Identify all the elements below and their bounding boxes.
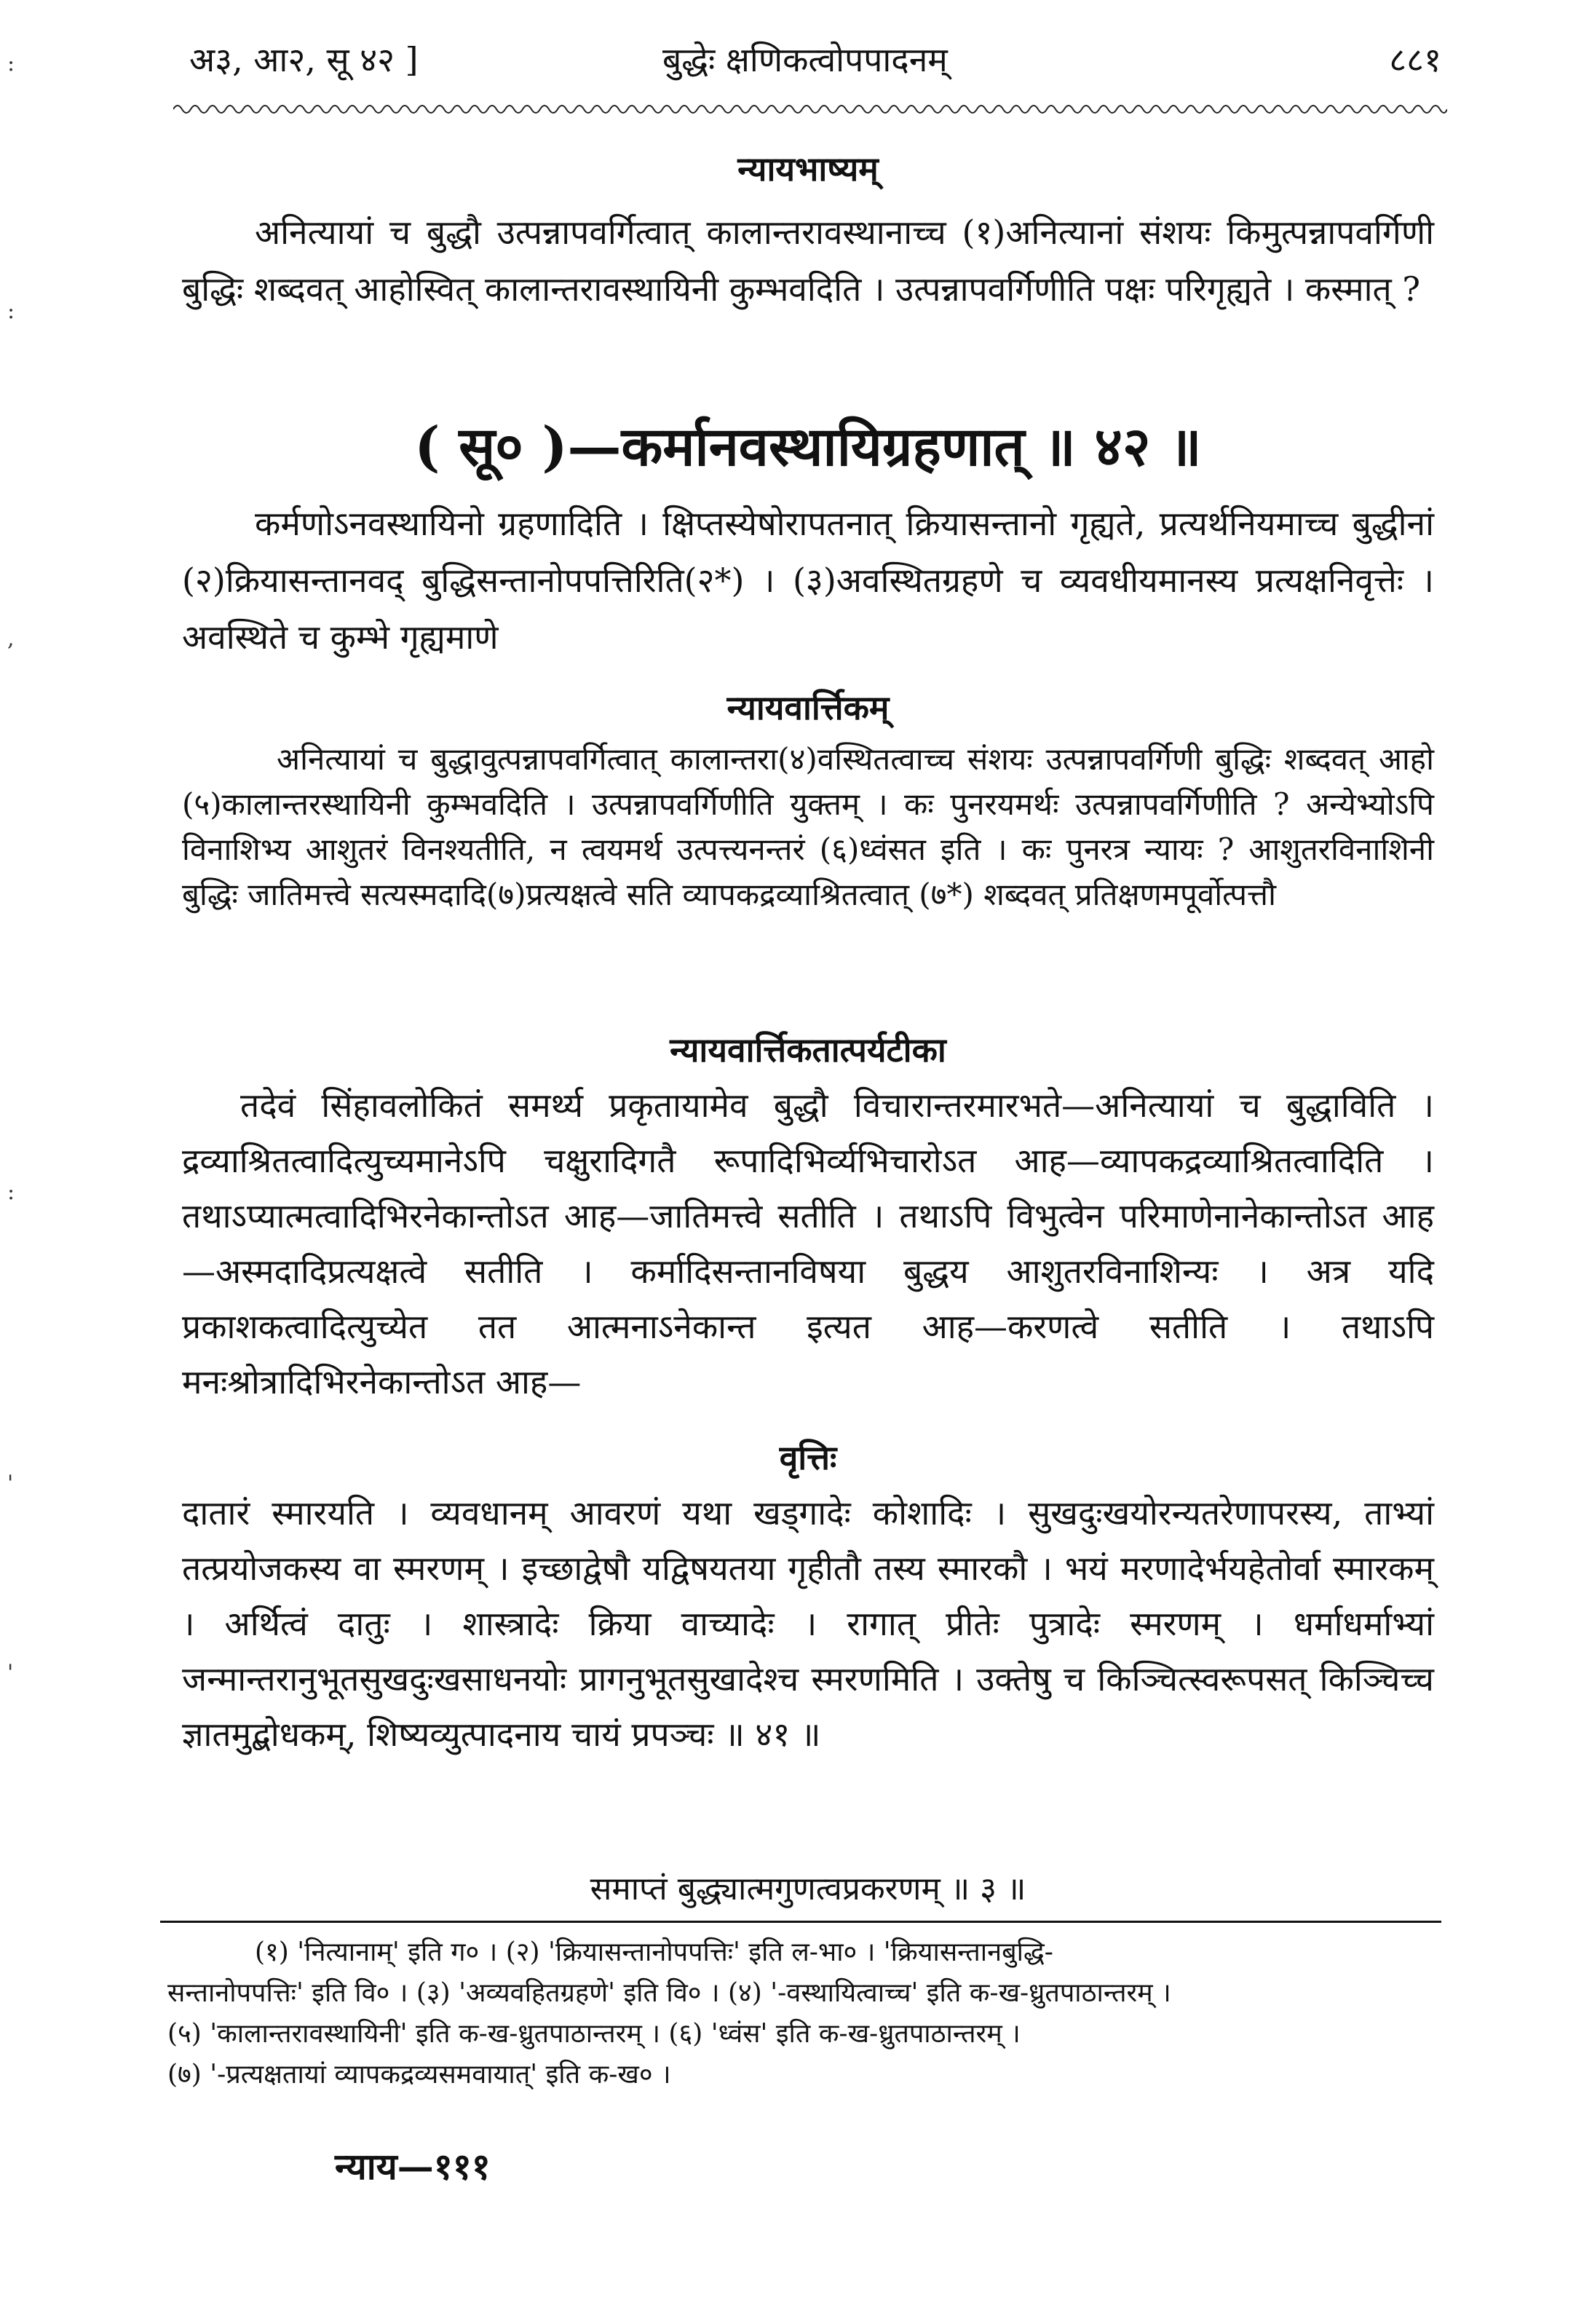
chapter-colophon: समाप्तं बुद्ध्यात्मगुणत्वप्रकरणम् ॥ ३ ॥ — [590, 1870, 1026, 1908]
tika-heading: न्यायवार्त्तिकतात्पर्यटीका — [670, 1030, 946, 1070]
bhashya-text: अनित्यायां च बुद्धौ उत्पन्नापवर्गित्वात् कालान्तरावस्थानाच्च (१)अनित्यानां संशयः किमुत्पन्नापवर्गिणी बुद्धिः शब्दवत् आहोस्वित् कालान्तरावस्थायिनी कुम्भवदिति । उत्पन्नापवर्गिणीति पक्षः परिगृह्यते । कस्मात् ? — [182, 213, 1434, 309]
printer-signature: न्याय—१११ — [335, 2145, 491, 2188]
footnote-line: (१) 'नित्यानाम्' इति ग० । (२) 'क्रियासन्तानोपपत्तिः' इति ल-भा० । 'क्रियासन्तानबुद्धि- — [255, 1937, 1053, 1967]
tika-section — [182, 1027, 1434, 1410]
tika-text: तदेवं सिंहावलोकितं समर्थ्य प्रकृतायामेव बुद्धौ विचारान्तरमारभते—अनित्यायां च बुद्धाविति । द्रव्याश्रितत्वादित्युच्यमानेऽपि चक्षुरादिगतै रूपादिभिर्व्यभिचारोऽत आह—व्यापकद्रव्याश्रितत्वादिति । तथाऽप्यात्मत्वादिभिरनेकान्तोऽत आह—जातिमत्त्वे सतीति । तथाऽपि विभुत्वेन परिमाणेनानेकान्तोऽत आह—अस्मदादिप्रत्यक्षत्वे सतीति । कर्मादिसन्तानविषया बुद्धय आशुतरविनाशिन्यः । अत्र यदि प्रकाशकत्वादित्युच्येत तत आत्मनाऽनेकान्त इत्यत आह—करणत्वे सतीति । तथाऽपि मनःश्रोत्रादिभिरनेकान्तोऽत आह— — [182, 1086, 1434, 1402]
margin-mark: : — [7, 1179, 15, 1205]
vritti-heading: वृत्तिः — [779, 1438, 837, 1477]
bhashya-heading: न्यायभाष्यम् — [737, 149, 879, 189]
sutra-line: ( सू० )—कर्मानवस्थायिग्रहणात् ॥ ४२ ॥ — [414, 416, 1202, 478]
footnote-divider — [160, 1921, 1441, 1923]
bhashya-continuation — [182, 495, 1434, 665]
margin-mark: ' — [7, 1471, 14, 1496]
bhashya-section — [182, 146, 1434, 317]
header-title: बुद्धेः क्षणिकत्वोपपादनम् — [662, 40, 948, 79]
margin-mark: : — [7, 299, 15, 324]
vritti-section — [182, 1434, 1434, 1762]
running-header — [189, 36, 1441, 87]
margin-mark: : — [7, 51, 15, 76]
vartika-section — [182, 684, 1434, 917]
footnote-line: (५) 'कालान्तरावस्थायिनी' इति क-ख-ध्रुतपाठान्तरम् । (६) 'ध्वंस' इति क-ख-ध्रुतपाठान्तरम् । — [167, 2019, 1021, 2049]
margin-mark: , — [7, 626, 15, 652]
margin-mark: ' — [7, 1660, 14, 1685]
page-number: ८८१ — [1389, 40, 1441, 79]
wavy-rule — [173, 102, 1447, 116]
header-section-ref: अ३, आ२, सू ४२ ] — [189, 40, 419, 79]
bhashya-continuation-text: कर्मणोऽनवस्थायिनो ग्रहणादिति । क्षिप्तस्येषोरापतनात् क्रियासन्तानो गृह्यते, प्रत्यर्थनियमाच्च बुद्धीनां (२)क्रियासन्तानवद् बुद्धिसन्तानोपपत्तिरिति(२*) । (३)अवस्थितग्रहणे च व्यवधीयमानस्य प्रत्यक्षनिवृत्तेः । अवस्थिते च कुम्भे गृह्यमाणे — [182, 504, 1434, 657]
vartika-heading: न्यायवार्त्तिकम् — [726, 688, 890, 727]
footnote-line: (७) '-प्रत्यक्षतायां व्यापकद्रव्यसमवायात्' इति क-ख० । — [167, 2060, 671, 2090]
footnotes — [167, 1932, 1441, 2095]
footnote-line: सन्तानोपपत्तिः' इति वि० । (३) 'अव्यवहितग्रहणे' इति वि० । (४) '-वस्थायित्वाच्च' इति क-ख-ध्रुतपाठान्तरम् । — [167, 1978, 1171, 2008]
vartika-text: अनित्यायां च बुद्धावुत्पन्नापवर्गित्वात् कालान्तरा(४)वस्थितत्वाच्च संशयः उत्पन्नापवर्गिणी बुद्धिः शब्दवत् आहो (५)कालान्तरस्थायिनी कुम्भवदिति । उत्पन्नापवर्गिणीति युक्तम् । कः पुनरयमर्थः उत्पन्नापवर्गिणीति ? अन्येभ्योऽपि विनाशिभ्य आशुतरं विनश्यतीति, न त्वयमर्थ उत्पत्त्यनन्तरं (६)ध्वंसत इति । कः पुनरत्र न्यायः ? आशुतरविनाशिनी बुद्धिः जातिमत्त्वे सत्यस्मदादि(७)प्रत्यक्षत्वे सति व्यापकद्रव्याश्रितत्वात् (७*) शब्दवत् प्रतिक्षणमपूर्वोत्पत्तौ — [182, 741, 1434, 912]
vritti-text: दातारं स्मारयति । व्यवधानम् आवरणं यथा खड्गादेः कोशादिः । सुखदुःखयोरन्यतरेणापरस्य, ताभ्यां तत्प्रयोजकस्य वा स्मरणम् । इच्छाद्वेषौ यद्विषयतया गृहीतौ तस्य स्मारकौ । भयं मरणादेर्भयहेतोर्वा स्मारकम् । अर्थित्वं दातुः । शास्त्रादेः क्रिया वाच्यादेः । रागात् प्रीतेः पुत्रादेः स्मरणम् । धर्माधर्माभ्यां जन्मान्तरानुभूतसुखदुःखसाधनयोः प्रागनुभूतसुखादेश्च स्मरणमिति । उक्तेषु च किञ्चित्स्वरूपसत् किञ्चिच्च ज्ञातमुद्बोधकम्, शिष्यव्युत्पादनाय चायं प्रपञ्चः ॥ ४१ ॥ — [182, 1493, 1434, 1754]
